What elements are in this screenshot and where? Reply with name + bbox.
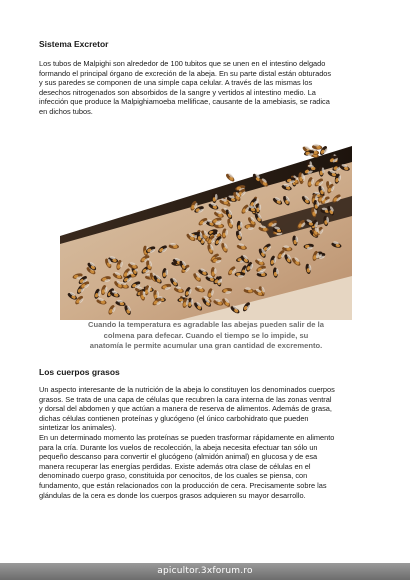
footer-site-link[interactable]: apicultor.3xforum.ro [157, 566, 253, 576]
bee-hive-photo [60, 126, 352, 320]
section-body-excretory-system: Los tubos de Malpighi son alrededor de 100 tubitos que se unen en el intestino delgado formando el principal órgano de excreción de la abeja. En su parte distal están obturados y sus paredes se componen de una simple capa celular. A través de las mismas los desechos nitrogenados son absorbidos de la sangre y vertidos al intestino medio. La infección que produce la Malpighiamoeba mellificae, causante de la amebiasis, se radica en dichos tubos. [39, 59, 332, 116]
section-title-excretory-system: Sistema Excretor [39, 39, 109, 49]
section-title-fat-bodies: Los cuerpos grasos [39, 367, 120, 377]
photo-caption: Cuando la temperatura es agradable las abejas pueden salir de la colmena para defecar. Cuando el tiempo se lo impide, su anatomía le permite acumular una gran cantidad de excremento. [88, 320, 324, 350]
section-body-fat-bodies: Un aspecto interesante de la nutrición de la abeja lo constituyen los denominados cuerpos grasos. Se trata de una capa de células que recubren la cara interna de las zonas ventral y dorsal del abdomen y que actúan a manera de reserva de alimentos. Además de grasa, dichas células contienen proteínas y glucógeno (el único carbohidrato que pueden sintetizar los animales). En un determinado momento las proteínas se pueden trasformar rápidamente en alimento para la cría. Durante los vuelos de recolección, la abeja necesita efectuar tan sólo un pequeño descanso para convertir el glucógeno (almidón animal) en glucosa y de esa manera recuperar las energías perdidas. Existe además otra clase de células en el denominado cuerpo graso, constituida por cenocitos, de los cuales se piensa, con fundamento, que están relacionados con la producción de cera. Precisamente sobre las glándulas de la cera es donde los cuerpos grasos adquieren su mayor desarrollo. [39, 385, 335, 500]
